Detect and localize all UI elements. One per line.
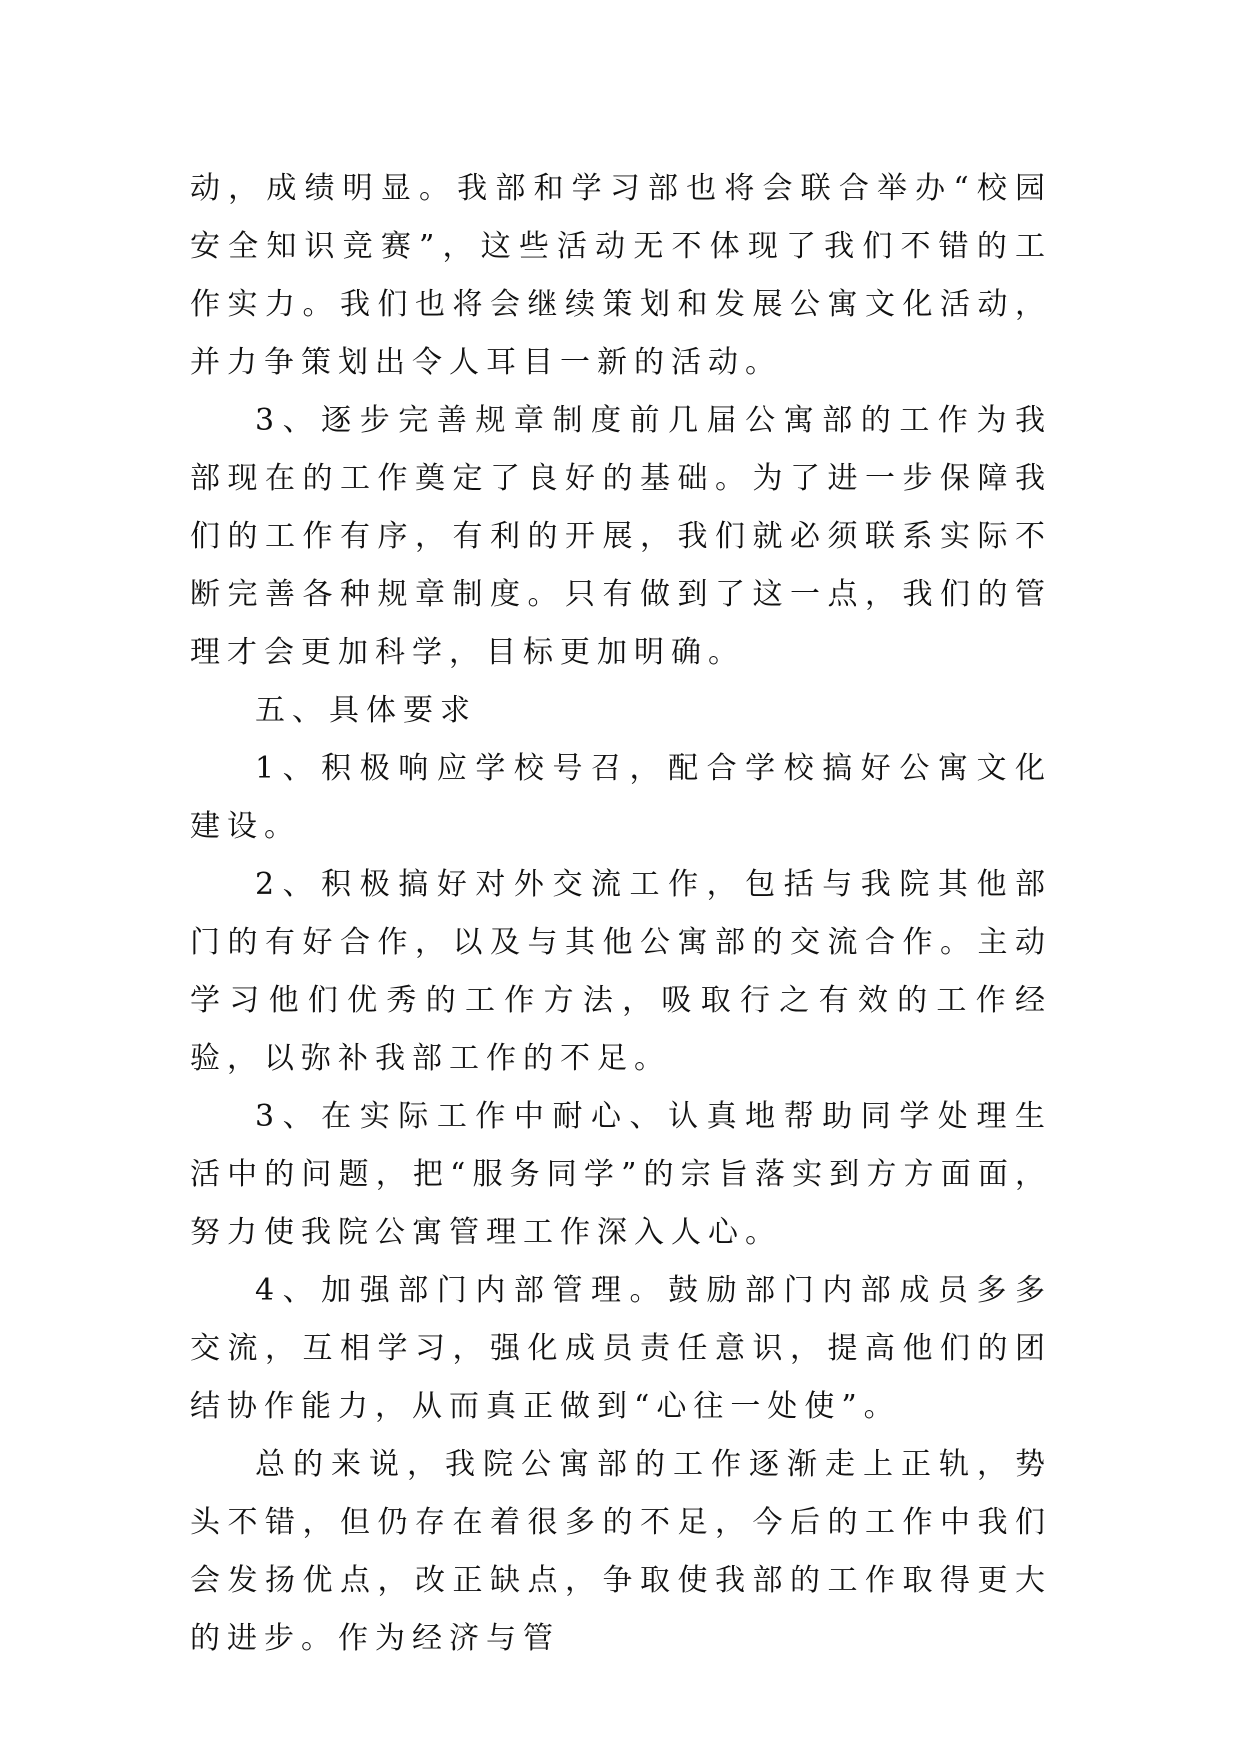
paragraph-requirement-1: 1、积极响应学校号召，配合学校搞好公寓文化建设。 (190, 751, 1052, 844)
paragraph-summary: 总的来说，我院公寓部的工作逐渐走上正轨，势头不错，但仍存在着很多的不足，今后的工作中我们会发扬优点，改正缺点，争取使我部的工作取得更大的进步。作为经济与管 (190, 1447, 1052, 1656)
paragraph-requirement-4: 4、加强部门内部管理。鼓励部门内部成员多多交流，互相学习，强化成员责任意识，提高他们的团结协作能力，从而真正做到“心往一处使”。 (190, 1273, 1052, 1424)
document-body (190, 160, 1052, 1668)
section-heading-requirements: 五、具体要求 (255, 693, 477, 728)
paragraph-activities: 动，成绩明显。我部和学习部也将会联合举办“校园安全知识竞赛”，这些活动无不体现了我们不错的工作实力。我们也将会继续策划和发展公寓文化活动，并力争策划出令人耳目一新的活动。 (190, 171, 1052, 380)
paragraph-requirement-2: 2、积极搞好对外交流工作，包括与我院其他部门的有好合作，以及与其他公寓部的交流合作。主动学习他们优秀的工作方法，吸取行之有效的工作经验，以弥补我部工作的不足。 (190, 867, 1052, 1076)
paragraph-rules: 3、逐步完善规章制度前几届公寓部的工作为我部现在的工作奠定了良好的基础。为了进一步保障我们的工作有序，有利的开展，我们就必须联系实际不断完善各种规章制度。只有做到了这一点，我们的管理才会更加科学，目标更加明确。 (190, 403, 1052, 670)
paragraph-requirement-3: 3、在实际工作中耐心、认真地帮助同学处理生活中的问题，把“服务同学”的宗旨落实到方方面面，努力使我院公寓管理工作深入人心。 (190, 1099, 1052, 1250)
